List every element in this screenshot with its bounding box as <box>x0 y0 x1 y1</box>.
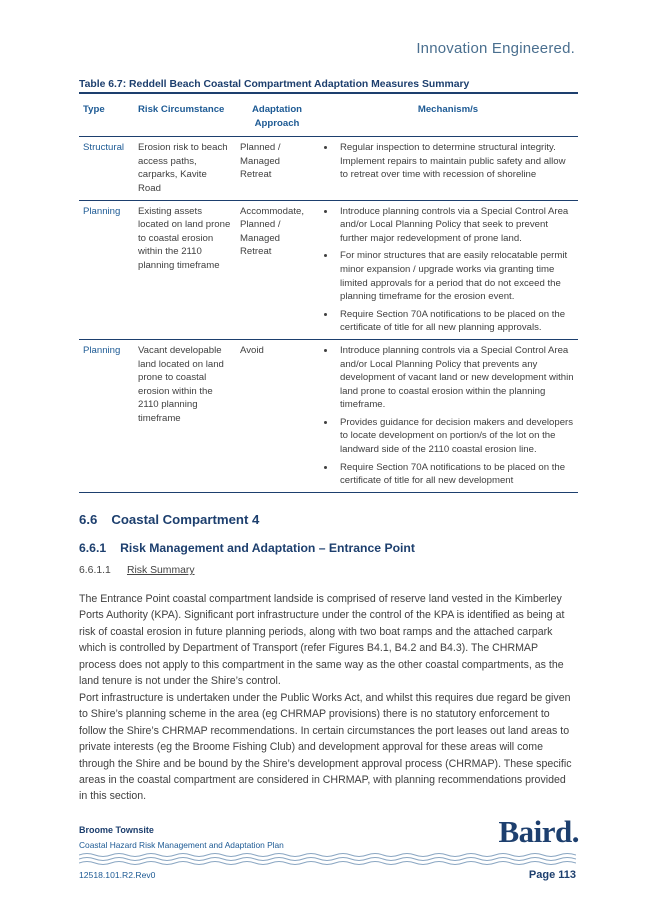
mechanism-item: Introduce planning controls via a Special Control Area and/or Local Planning Policy that prevents any development of vacant land or new development within land prone to coastal erosion within the planning timeframe. <box>322 344 574 412</box>
row-approach: Planned / Managed Retreat <box>236 137 318 200</box>
body-paragraph: Port infrastructure is undertaken under the Public Works Act, and whilst this requires due regard be given to Shire’s planning scheme in the area (eg CHRMAP provisions) there is no statutory enforcement to follow the Shire’s CHRMAP recommendations. In certain circumstances the port leases out land areas to private interests (eg the Broome Fishing Club) and development approval for these areas will come through the Shire and be bound by the Shire’s development approval process (CHRMAP). These specific areas in the coastal compartment are considered in CHRMAP, with planning recommendations provided in this section. <box>79 692 572 803</box>
table-header-row <box>79 93 578 137</box>
section-title: Coastal Compartment 4 <box>111 512 260 527</box>
row-approach: Accommodate, Planned / Managed Retreat <box>236 200 318 339</box>
mechanism-item: Require Section 70A notifications to be placed on the certificate of title for all new planning approvals. <box>322 308 574 335</box>
mechanism-item: Regular inspection to determine structural integrity. Implement repairs to maintain public safety and allow to retreat over time with recession of shoreline <box>322 141 574 182</box>
row-mechanisms <box>318 339 578 492</box>
row-mechanisms <box>318 200 578 339</box>
mechanism-item: Provides guidance for decision makers and developers to locate development on portion/s of the lot on the landward side of the 2110 coastal erosion line. <box>322 416 574 457</box>
mechanism-item: For minor structures that are easily relocatable permit minor expansion / upgrade works via granting time limited approvals for a period that do not exceed the planning timeframe for the erosion event. <box>322 249 574 303</box>
header-type: Type <box>79 93 134 137</box>
baird-logo: Baird. <box>498 814 579 849</box>
row-risk: Erosion risk to beach access paths, carparks, Kavite Road <box>134 137 236 200</box>
header-adaptation-approach: Adaptation Approach <box>236 93 318 137</box>
header-risk-circumstance: Risk Circumstance <box>134 93 236 137</box>
section-heading <box>79 512 259 527</box>
footer-wave-divider <box>79 852 576 866</box>
subsection-heading <box>79 541 415 555</box>
table-row <box>79 137 578 200</box>
row-mechanisms <box>318 137 578 200</box>
adaptation-measures-table <box>79 92 578 493</box>
table-caption: Table 6.7: Reddell Beach Coastal Compartment Adaptation Measures Summary <box>79 79 470 90</box>
mechanism-item: Introduce planning controls via a Special Control Area and/or Local Planning Policy that seek to prevent further major redevelopment of prone land. <box>322 205 574 246</box>
table-row <box>79 200 578 339</box>
subsection-number: 6.6.1 <box>79 541 107 555</box>
row-risk: Existing assets located on land prone to coastal erosion within the 2110 planning timeframe <box>134 200 236 339</box>
subsubsection-title: Risk Summary <box>127 565 195 576</box>
body-paragraph: The Entrance Point coastal compartment landside is comprised of reserve land vested in the Kimberley Ports Authority (KPA). Significant port infrastructure under the control of the KPA is identified as being at risk of coastal erosion in future planning periods, along with two boat ramps and the attached carpark which is controlled by Department of Transport (refer Figures B4.1, B4.2 and B4.3). The CHRMAP process does not apply to this compartment in the same way as the other coastal compartments, as the land tenure is not under the Shire’s control. <box>79 593 565 688</box>
row-approach: Avoid <box>236 339 318 492</box>
row-type: Planning <box>79 339 134 492</box>
section-number: 6.6 <box>79 512 98 527</box>
table-row <box>79 339 578 492</box>
footer-document-title: Coastal Hazard Risk Management and Adaptation Plan <box>79 840 284 850</box>
footer-organization: Broome Townsite <box>79 825 154 835</box>
row-risk: Vacant developable land located on land prone to coastal erosion within the 2110 planning timeframe <box>134 339 236 492</box>
subsection-title: Risk Management and Adaptation – Entrance Point <box>120 541 415 555</box>
row-type: Planning <box>79 200 134 339</box>
footer-document-code: 12518.101.R2.Rev0 <box>79 870 156 880</box>
page-number: Page 113 <box>528 869 576 881</box>
mechanism-item: Require Section 70A notifications to be placed on the certificate of title for all new development <box>322 461 574 488</box>
subsubsection-heading <box>79 565 195 576</box>
subsubsection-number: 6.6.1.1 <box>79 565 111 576</box>
row-type: Structural <box>79 137 134 200</box>
header-mechanisms: Mechanism/s <box>318 93 578 137</box>
header-brand: Innovation Engineered. <box>416 40 575 57</box>
